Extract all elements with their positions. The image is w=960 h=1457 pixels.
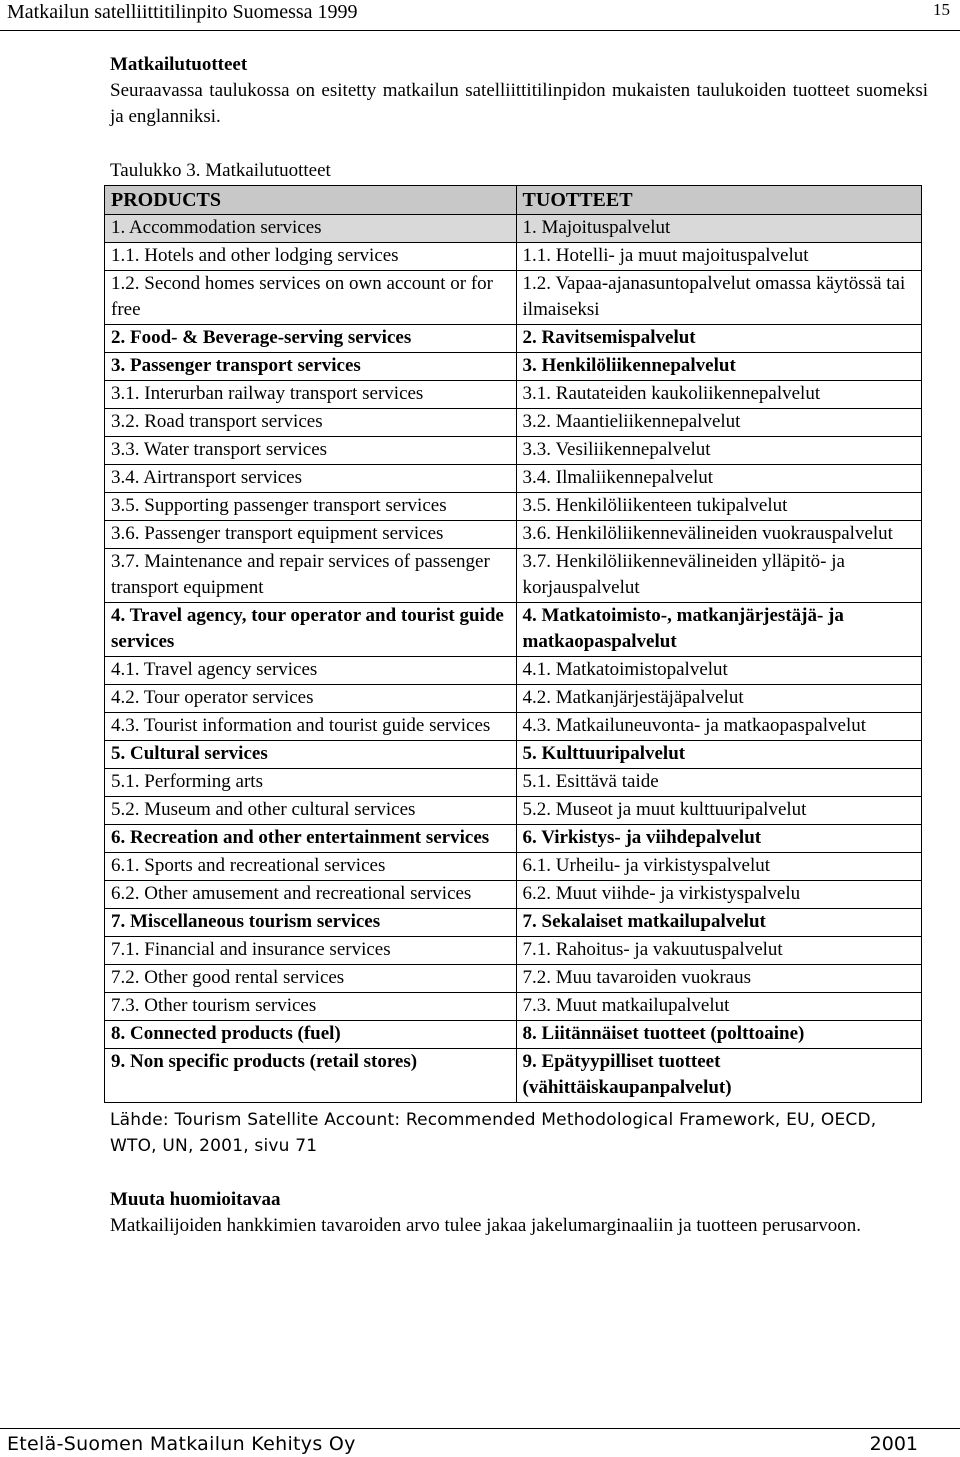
cell-product-en: 7.3. Other tourism services <box>105 993 517 1021</box>
page-header <box>0 0 960 31</box>
cell-product-en: 6.2. Other amusement and recreational services <box>105 881 517 909</box>
cell-product-en: 5.2. Museum and other cultural services <box>105 797 517 825</box>
products-table <box>104 185 922 1103</box>
table-row <box>105 493 922 521</box>
cell-product-en: 7.1. Financial and insurance services <box>105 937 517 965</box>
cell-product-fi: 4.3. Matkailuneuvonta- ja matkaopaspalvelut <box>516 713 921 741</box>
cell-product-en: 3.3. Water transport services <box>105 437 517 465</box>
table-row <box>105 881 922 909</box>
page-footer <box>0 1428 960 1457</box>
cell-product-en: 7.2. Other good rental services <box>105 965 517 993</box>
cell-product-fi: 7.3. Muut matkailupalvelut <box>516 993 921 1021</box>
table-row <box>105 769 922 797</box>
cell-product-en: 6. Recreation and other entertainment services <box>105 825 517 853</box>
cell-product-en: 1.1. Hotels and other lodging services <box>105 243 517 271</box>
cell-product-en: 6.1. Sports and recreational services <box>105 853 517 881</box>
table-row <box>105 797 922 825</box>
cell-product-fi: 3.1. Rautateiden kaukoliikennepalvelut <box>516 381 921 409</box>
cell-product-en: 3.2. Road transport services <box>105 409 517 437</box>
table-row <box>105 353 922 381</box>
running-title: Matkailun satelliittitilinpito Suomessa 1999 <box>7 1 358 23</box>
cell-product-fi: 3.2. Maantieliikennepalvelut <box>516 409 921 437</box>
cell-product-fi: 4. Matkatoimisto-, matkanjärjestäjä- ja matkaopaspalvelut <box>516 603 921 657</box>
footer-year: 2001 <box>869 1433 918 1455</box>
cell-product-fi: 5.1. Esittävä taide <box>516 769 921 797</box>
table-row <box>105 853 922 881</box>
cell-product-fi: 6. Virkistys- ja viihdepalvelut <box>516 825 921 853</box>
table-row <box>105 713 922 741</box>
cell-product-en: 5.1. Performing arts <box>105 769 517 797</box>
table-row <box>105 741 922 769</box>
header-products: PRODUCTS <box>105 186 517 215</box>
notes-heading: Muuta huomioitavaa <box>110 1189 281 1210</box>
table-row <box>105 465 922 493</box>
cell-product-fi: 3.3. Vesiliikennepalvelut <box>516 437 921 465</box>
cell-product-fi: 5.2. Museot ja muut kulttuuripalvelut <box>516 797 921 825</box>
cell-product-en: 3.1. Interurban railway transport services <box>105 381 517 409</box>
cell-product-fi: 9. Epätyypilliset tuotteet (vähittäiskaupanpalvelut) <box>516 1049 921 1103</box>
table-row <box>105 1049 922 1103</box>
cell-product-en: 4.2. Tour operator services <box>105 685 517 713</box>
table-row <box>105 603 922 657</box>
page-number: 15 <box>933 0 950 19</box>
cell-product-fi: 5. Kulttuuripalvelut <box>516 741 921 769</box>
page-content <box>110 52 928 1239</box>
table-row <box>105 965 922 993</box>
table-row <box>105 437 922 465</box>
cell-product-fi: 4.2. Matkanjärjestäjäpalvelut <box>516 685 921 713</box>
cell-product-en: 3.6. Passenger transport equipment services <box>105 521 517 549</box>
cell-product-fi: 3. Henkilöliikennepalvelut <box>516 353 921 381</box>
cell-product-en: 1. Accommodation services <box>105 215 517 243</box>
table-row <box>105 909 922 937</box>
footer-publisher: Etelä-Suomen Matkailun Kehitys Oy <box>7 1433 356 1455</box>
table-row <box>105 409 922 437</box>
cell-product-fi: 3.6. Henkilöliikennevälineiden vuokrauspalvelut <box>516 521 921 549</box>
cell-product-fi: 1.1. Hotelli- ja muut majoituspalvelut <box>516 243 921 271</box>
cell-product-fi: 4.1. Matkatoimistopalvelut <box>516 657 921 685</box>
table-header-row <box>105 186 922 215</box>
table-row <box>105 937 922 965</box>
table-row <box>105 549 922 603</box>
cell-product-en: 1.2. Second homes services on own account or for free <box>105 271 517 325</box>
cell-product-fi: 2. Ravitsemispalvelut <box>516 325 921 353</box>
cell-product-en: 9. Non specific products (retail stores) <box>105 1049 517 1103</box>
table-row <box>105 215 922 243</box>
table-row <box>105 685 922 713</box>
cell-product-en: 4. Travel agency, tour operator and tourist guide services <box>105 603 517 657</box>
cell-product-en: 5. Cultural services <box>105 741 517 769</box>
cell-product-en: 3. Passenger transport services <box>105 353 517 381</box>
cell-product-fi: 8. Liitännäiset tuotteet (polttoaine) <box>516 1021 921 1049</box>
table-row <box>105 993 922 1021</box>
table-row <box>105 325 922 353</box>
cell-product-en: 7. Miscellaneous tourism services <box>105 909 517 937</box>
intro-paragraph: Seuraavassa taulukossa on esitetty matkailun satelliittitilinpidon mukaisten taulukoiden tuotteet suomeksi ja englanniksi. <box>110 80 928 127</box>
cell-product-fi: 6.1. Urheilu- ja virkistyspalvelut <box>516 853 921 881</box>
cell-product-fi: 6.2. Muut viihde- ja virkistyspalvelu <box>516 881 921 909</box>
cell-product-en: 3.5. Supporting passenger transport services <box>105 493 517 521</box>
table-row <box>105 271 922 325</box>
cell-product-fi: 3.7. Henkilöliikennevälineiden ylläpitö- ja korjauspalvelut <box>516 549 921 603</box>
cell-product-fi: 3.5. Henkilöliikenteen tukipalvelut <box>516 493 921 521</box>
cell-product-fi: 1. Majoituspalvelut <box>516 215 921 243</box>
table-row <box>105 243 922 271</box>
table-row <box>105 381 922 409</box>
table-source: Lähde: Tourism Satellite Account: Recommended Methodological Framework, EU, OECD, WTO, UN, 2001, sivu 71 <box>110 1110 877 1156</box>
notes-paragraph: Matkailijoiden hankkimien tavaroiden arvo tulee jakaa jakelumarginaaliin ja tuotteen perusarvoon. <box>110 1215 861 1236</box>
cell-product-en: 2. Food- & Beverage-serving services <box>105 325 517 353</box>
cell-product-en: 8. Connected products (fuel) <box>105 1021 517 1049</box>
cell-product-fi: 7.2. Muu tavaroiden vuokraus <box>516 965 921 993</box>
section-heading: Matkailutuotteet <box>110 54 248 75</box>
cell-product-en: 4.3. Tourist information and tourist guide services <box>105 713 517 741</box>
cell-product-en: 3.4. Airtransport services <box>105 465 517 493</box>
table-row <box>105 825 922 853</box>
table-row <box>105 521 922 549</box>
cell-product-en: 4.1. Travel agency services <box>105 657 517 685</box>
cell-product-fi: 7.1. Rahoitus- ja vakuutuspalvelut <box>516 937 921 965</box>
table-row <box>105 657 922 685</box>
header-tuotteet: TUOTTEET <box>516 186 921 215</box>
table-row <box>105 1021 922 1049</box>
cell-product-fi: 3.4. Ilmaliikennepalvelut <box>516 465 921 493</box>
cell-product-fi: 7. Sekalaiset matkailupalvelut <box>516 909 921 937</box>
cell-product-en: 3.7. Maintenance and repair services of passenger transport equipment <box>105 549 517 603</box>
table-caption: Taulukko 3. Matkailutuotteet <box>110 160 331 181</box>
cell-product-fi: 1.2. Vapaa-ajanasuntopalvelut omassa käytössä tai ilmaiseksi <box>516 271 921 325</box>
